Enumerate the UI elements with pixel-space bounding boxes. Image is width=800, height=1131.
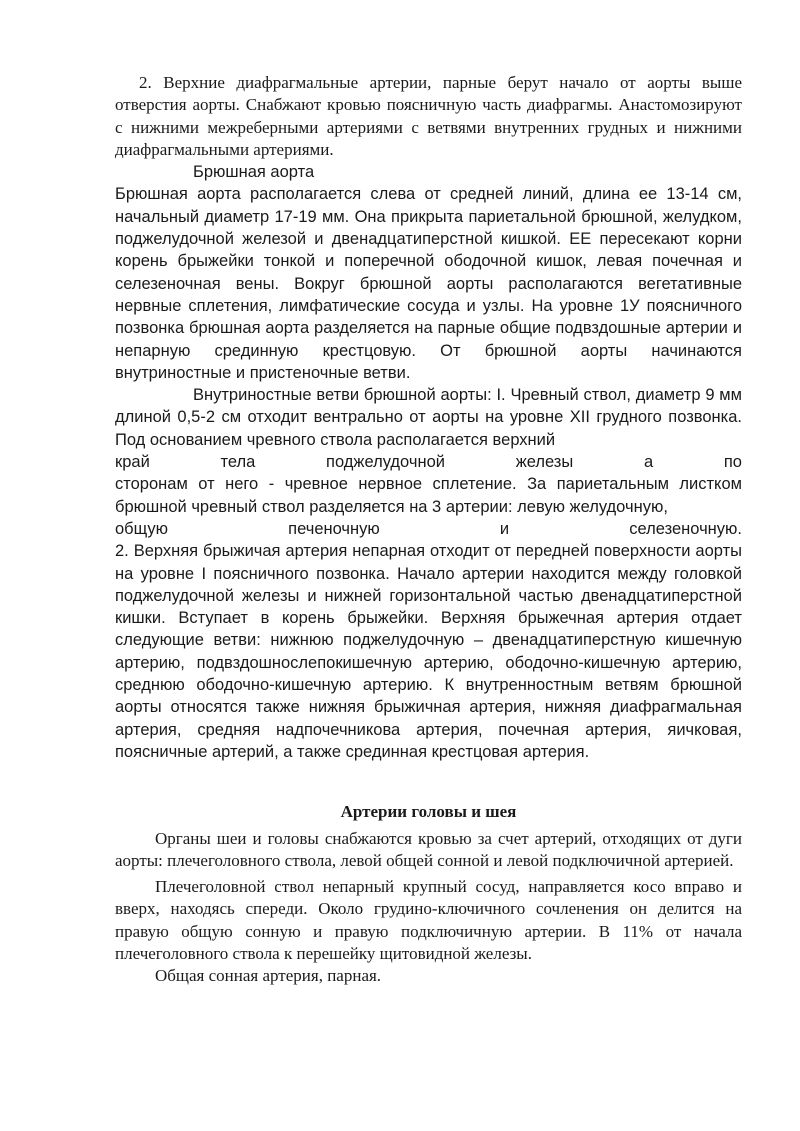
paragraph-visceral-branches-line-a: край тела поджелудочной железы а по xyxy=(115,453,742,472)
section-spacer xyxy=(115,763,742,801)
paragraph-visceral-branches-line-b: общую печеночную и селезеночную. xyxy=(115,519,742,538)
section-heading-head-neck-arteries: Артерии головы и шея xyxy=(340,802,517,822)
paragraph-visceral-branches: Внутриностные ветви брюшной аорты: I. Чревный ствол, диаметр 9 мм длиной 0,5-2 см отходит вентрально от аорты на уровне XII грудного позвонка. Под основанием чревного ствола располагается верхний xyxy=(115,386,742,449)
document-page xyxy=(115,72,742,988)
paragraph-common-carotid-artery: Общая сонная артерия, парная. xyxy=(155,966,382,986)
paragraph-head-neck-supply: Органы шеи и головы снабжаются кровью за счет артерий, отходящих от дуги аорты: плечеголовного ствола, левой общей сонной и левой подключичной артерией. xyxy=(115,828,742,870)
paragraph-brachiocephalic-trunk: Плечеголовной ствол непарный крупный сосуд, направляется косо вправо и вверх, находясь спереди. Около грудино-ключичного сочленения он делится на правую общую сонную и правую подключичную артерии. В 11% от начала плечеголовного ствола к перешейку щитовидной железы. xyxy=(115,877,742,963)
subheading-abdominal-aorta: Брюшная аорта xyxy=(193,163,315,182)
paragraph-superior-mesenteric-artery: 2. Верхняя брыжичая артерия непарная отходит от передней поверхности аорты на уровне I поясничного позвонка. Начало артерии находится между головкой поджелудочной железы и нижней горизонтальной частью двенадцатиперстной кишки. Вступает в корень брыжейки. Верхняя брыжечная артерия отдает следующие ветви: нижнюю поджелудочную – двенадцатиперстную кишечную артерию, подвздошнослепокишечную артерию, ободочно-кишечную артерию, среднюю ободочно-кишечную артерию. К внутренностным ветвям брюшной аорты относятся также нижняя брыжичная артерия, нижняя диафрагмальная артерия, средняя надпочечникова артерия, почечная артерия, яичковая, поясничные артерий, а также срединная крестцовая артерия. xyxy=(115,542,742,761)
paragraph-visceral-branches-continued: сторонам от него - чревное нервное сплетение. За париетальным листком брюшной чревный ствол разделяется на 3 артерии: левую желудочную, xyxy=(115,475,742,516)
paragraph-superior-phrenic-arteries: 2. Верхние диафрагмальные артерии, парные берут начало от аорты выше отверстия аорты. Снабжают кровью поясничную часть диафрагмы. Анастомозируют с нижними межреберными артериями с ветвями внутренних грудных и нижними диафрагмальными артериями. xyxy=(115,73,742,159)
paragraph-abdominal-aorta: Брюшная аорта располагается слева от средней линий, длина ее 13-14 см, начальный диаметр 17-19 мм. Она прикрыта париетальной брюшной, желудком, поджелудочной железой и двенадцатиперстной кишкой. ЕЕ пересекают корни корень брыжейки тонкой и поперечной ободочной кишок, левая почечная и селезеночная вены. Вокруг брюшной аорты располагаются вегетативные нервные сплетения, лимфатические сосуда и узлы. На уровне 1У поясничного позвонка брюшная аорта разделяется на парные общие подвздошные артерии и непарную срединную крестцовую. От брюшной аорты начинаются внутриностные и пристеночные ветви. xyxy=(115,185,742,382)
